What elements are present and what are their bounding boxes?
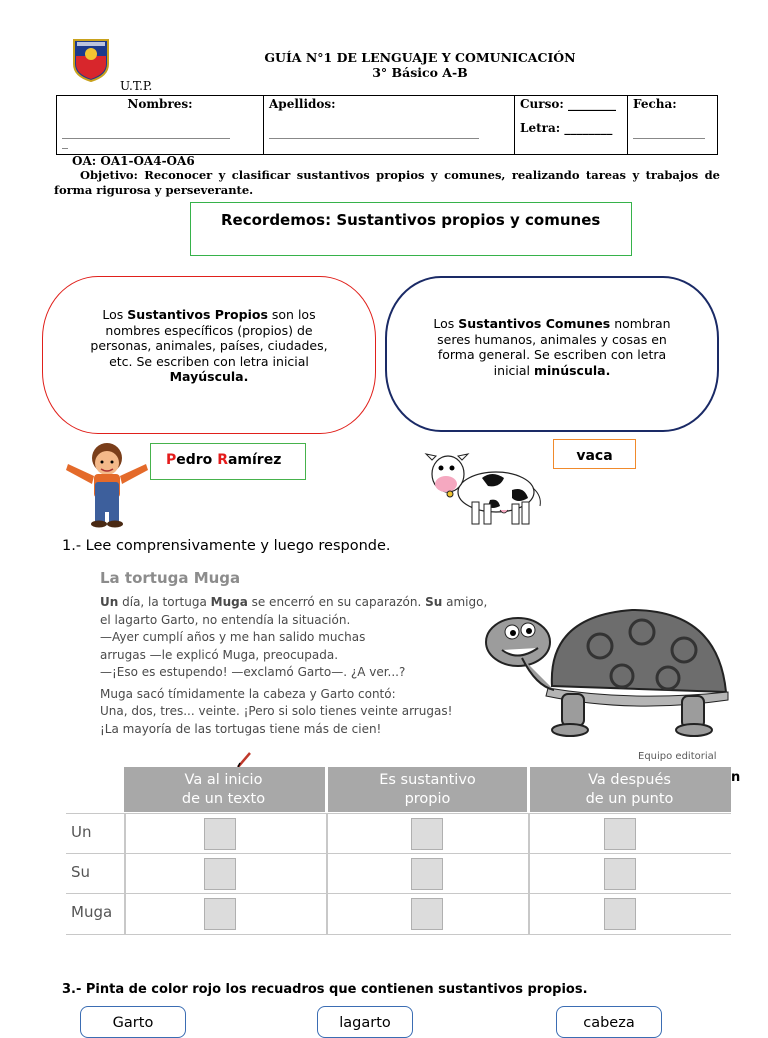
column-divider [326,854,328,894]
proper-nouns-bubble [42,276,376,434]
story-text-3: amigo, [442,595,488,609]
story-line-6: Muga sacó tímidamente la cabeza y Garto contó: [100,686,396,701]
question-1: 1.- Lee comprensivamente y luego responde. [62,538,391,554]
header-inicio-line1: Va al inicio [184,772,263,788]
proper-text-2: son los nombres específicos (propios) de personas, animales, países, ciudades, etc. Se escriben con letra inicial [90,307,328,369]
nombres-line: ____________________________ [62,125,230,139]
fecha-line: ____________ [633,125,705,139]
proper-term: Sustantivos Propios [127,307,268,323]
ramirez-rest: amírez [227,452,282,468]
answer-checkbox[interactable] [204,898,236,930]
curso-cell[interactable] [515,96,628,155]
proper-emphasis: Mayúscula. [169,369,249,385]
story-line-4: arrugas —le explicó Muga, preocupada. [100,647,339,662]
story-line-8: ¡La mayoría de las tortugas tiene más de cien! [100,721,382,736]
story-line-3: —Ayer cumplí años y me han salido muchas [100,630,366,644]
cut-off-letter: n [731,770,741,785]
apellidos-label: Apellidos: [269,97,336,111]
answer-checkbox[interactable] [411,898,443,930]
apellidos-line: ___________________________________ [269,125,479,139]
table-row [66,853,731,894]
answer-checkbox[interactable] [604,858,636,890]
header-despues-punto [530,767,729,812]
column-divider [124,894,126,934]
header-punto-line1: Va después [588,772,671,788]
nombres-label: Nombres: [127,97,193,111]
column-divider [326,894,328,934]
story-title: La tortuga Muga [100,569,241,587]
column-divider [124,854,126,894]
header-punto-line2: de un punto [585,791,674,807]
cow-illustration-icon [420,440,547,532]
fecha-cell[interactable] [628,96,718,155]
story-text-2: se encerró en su caparazón. [247,595,426,609]
header-inicio-line2: de un texto [181,791,266,807]
story-word-muga: Muga [210,595,248,609]
fecha-label: Fecha: [633,97,677,111]
common-noun-example: vaca [553,439,636,469]
classification-table [66,767,731,935]
nombres-line-tail: _ [62,135,68,149]
header-sustantivo-propio [328,767,527,812]
story-word-un: Un [100,595,119,609]
story-line-2: el lagarto Garto, no entendía la situación. [100,612,351,627]
pedro-rest: edro [176,452,218,468]
recordemos-box [190,202,632,256]
answer-checkbox[interactable] [604,818,636,850]
guide-title: GUÍA N°1 DE LENGUAJE Y COMUNICACIÓN [264,50,576,65]
ramirez-initial: R [217,452,228,468]
boy-illustration-icon [64,436,150,528]
classification-table-header [124,767,731,812]
common-emphasis: minúscula. [534,362,611,378]
objective-text: Objetivo: Reconocer y clasificar sustantivos propios y comunes, realizando tareas y trabajos de forma rigurosa y perseverante. [54,168,720,197]
apellidos-cell[interactable] [264,96,515,155]
nombres-cell[interactable] [57,96,264,155]
story-credit: Equipo editorial [638,751,717,762]
answer-checkbox[interactable] [204,858,236,890]
row-label: Muga [71,903,113,921]
column-divider [326,814,328,854]
curso-label: Curso: ________ [520,97,616,111]
course-title: 3° Básico A-B [372,65,468,80]
story-line-7: Una, dos, tres... veinte. ¡Pero si solo tienes veinte arrugas! [100,704,453,718]
header-propio-line2: propio [404,791,451,807]
student-info-table [56,95,718,155]
proper-text-1: Los [102,307,128,323]
story-text [100,594,520,742]
table-row [66,813,731,854]
proper-noun-example [150,443,306,480]
common-text-2: nombran seres humanos, animales y cosas en forma general. Se escriben con letra inicial [437,316,671,378]
header-propio-line1: Es sustantivo [379,772,476,788]
pedro-initial: P [166,452,177,468]
word-box-cabeza[interactable]: cabeza [556,1006,662,1038]
table-row [66,893,731,935]
turtle-illustration-icon [482,596,730,738]
story-line-5: —¡Eso es estupendo! —exclamó Garto—. ¿A ver...? [100,665,406,679]
answer-checkbox[interactable] [411,818,443,850]
column-divider [528,854,530,894]
common-term: Sustantivos Comunes [458,316,611,331]
column-divider [528,814,530,854]
answer-checkbox[interactable] [204,818,236,850]
letra-label: Letra: ________ [520,121,613,135]
word-box-lagarto[interactable]: lagarto [317,1006,413,1038]
common-text-1: Los [433,316,459,331]
row-label: Su [71,863,91,881]
word-box-garto[interactable]: Garto [80,1006,186,1038]
utp-label: U.T.P. [120,79,153,93]
story-word-su: Su [425,595,443,609]
question-3: 3.- Pinta de color rojo los recuadros que contienen sustantivos propios. [62,982,588,997]
story-text-1: día, la tortuga [118,595,211,609]
common-nouns-bubble [385,276,719,432]
oa-label: OA: OA1-OA4-OA6 [72,154,195,168]
header-inicio-texto [124,767,323,812]
row-label: Un [71,823,92,841]
column-divider [528,894,530,934]
answer-checkbox[interactable] [411,858,443,890]
answer-checkbox[interactable] [604,898,636,930]
column-divider [124,814,126,854]
recordemos-title: Recordemos: Sustantivos propios y comunes [221,211,601,229]
